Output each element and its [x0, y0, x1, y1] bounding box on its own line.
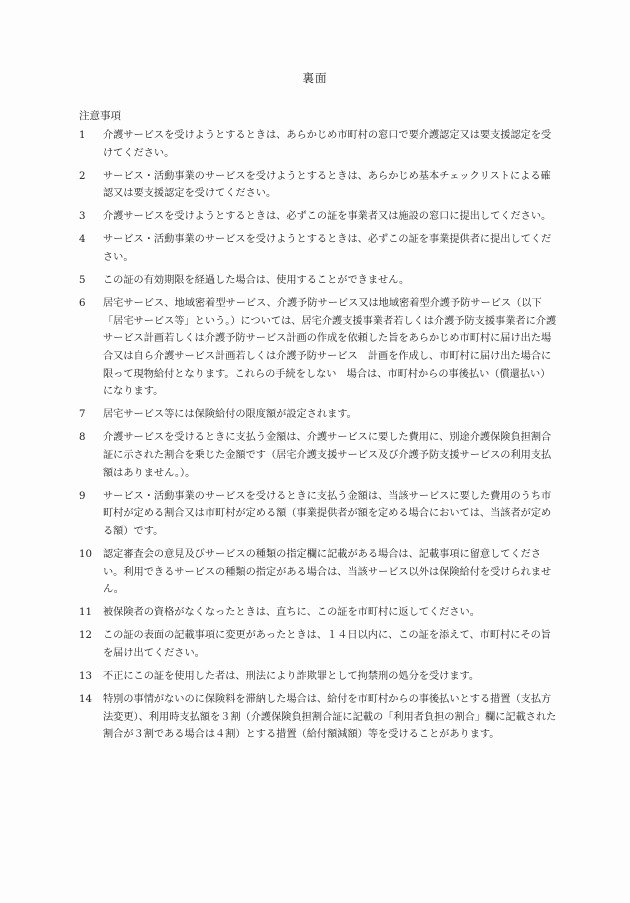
section-heading: 注意事項: [79, 110, 121, 122]
note-item: [79, 668, 559, 686]
note-item: [79, 406, 559, 424]
note-text: 不正にこの証を使用した者は、刑法により詐欺罪として拘禁刑の処分を受けます。: [103, 671, 480, 683]
note-item: [79, 546, 559, 599]
note-number: 10: [79, 548, 92, 560]
note-text: 介護サービスを受けようとするときは、必ずこの証を事業者又は施設の窓口に提出してください。: [103, 211, 552, 223]
note-item: [79, 295, 559, 401]
note-text: サービス・活動事業のサービスを受けるときに支払う金額は、当該サービスに要した費用のうち市町村が定める割合又は市町村が定める額（事業提供者が額を定める場合においては、当該者が定める額）です。: [103, 490, 552, 537]
note-text: 特別の事情がないのに保険料を滞納した場合は、給付を市町村からの事後払いとする措置（支払方法変更）、利用時支払額を３割（介護保険負担割合証に記載の「利用者負担の割合」欄に記載された割合が３割である場合は４割）とする措置（給付額減額）等を受けることがあります。: [103, 694, 557, 741]
note-item: [79, 272, 559, 290]
note-text: 居宅サービス、地域密着型サービス、介護予防サービス又は地域密着型介護予防サービス（以下「居宅サービス等」という。）については、居宅介護支援事業者若しくは介護予防支援事業者に介護サービス計画若しくは介護予防サービス計画の作成を依頼した旨をあらかじめ市町村に届け出た場合又は自ら介護サービス計画若しくは介護予防サービス 計画を作成し、市町村に届け出た場合に限って現物給付となります。これらの手続をしない 場合は、市町村からの事後払い（償還払い）になります。: [103, 298, 557, 398]
note-number: 9: [79, 490, 86, 502]
note-text: サービス・活動事業のサービスを受けようとするときは、必ずこの証を事業提供者に提出してください。: [103, 234, 552, 264]
note-text: 認定審査会の意見及びサービスの種類の指定欄に記載がある場合は、記載事項に留意してください。利用できるサービスの種類の指定がある場合は、当該サービス以外は保険給付を受けられません。: [103, 548, 552, 596]
note-number: 6: [79, 298, 86, 310]
note-text: 介護サービスを受けようとするときは、あらかじめ市町村の窓口で要介護認定又は要支援認定を受けてください。: [103, 130, 552, 159]
note-number: 1: [79, 130, 86, 141]
note-number: 11: [79, 607, 92, 619]
note-text: この証の有効期限を経過した場合は、使用することができません。: [103, 275, 410, 287]
note-number: 12: [79, 630, 92, 642]
note-item: [79, 488, 559, 541]
note-number: 13: [79, 671, 92, 683]
note-number: 8: [79, 432, 86, 444]
page-title: 裏面: [302, 71, 328, 85]
note-number: 4: [79, 234, 86, 246]
note-number: 3: [79, 211, 86, 223]
notes-list: [79, 127, 559, 749]
note-item: [79, 231, 559, 266]
note-text: 介護サービスを受けるときに支払う金額は、介護サービスに要した費用に、別途介護保険負担割合証に示された割合を乗じた金額です（居宅介護支援サービス及び介護予防支援サービスの利用支払額はありません。）。: [103, 432, 552, 479]
note-number: 2: [79, 170, 86, 182]
note-item: [79, 127, 559, 162]
note-item: [79, 429, 559, 482]
note-item: [79, 208, 559, 226]
note-number: 5: [79, 275, 86, 287]
note-text: サービス・活動事業のサービスを受けようとするときは、あらかじめ基本チェックリストによる確認又は要支援認定を受けてください。: [103, 170, 551, 200]
note-number: 7: [79, 409, 86, 421]
note-item: [79, 604, 559, 622]
note-text: 被保険者の資格がなくなったときは、直ちに、この証を市町村に返してください。: [103, 607, 480, 619]
note-text: この証の表面の記載事項に変更があったときは、１４日以内に、この証を添えて、市町村にその旨を届け出てください。: [103, 630, 551, 659]
note-item: [79, 168, 559, 203]
note-item: [79, 691, 559, 744]
note-text: 居宅サービス等には保険給付の限度額が設定されます。: [103, 409, 357, 421]
note-number: 14: [79, 694, 92, 706]
note-item: [79, 627, 559, 662]
